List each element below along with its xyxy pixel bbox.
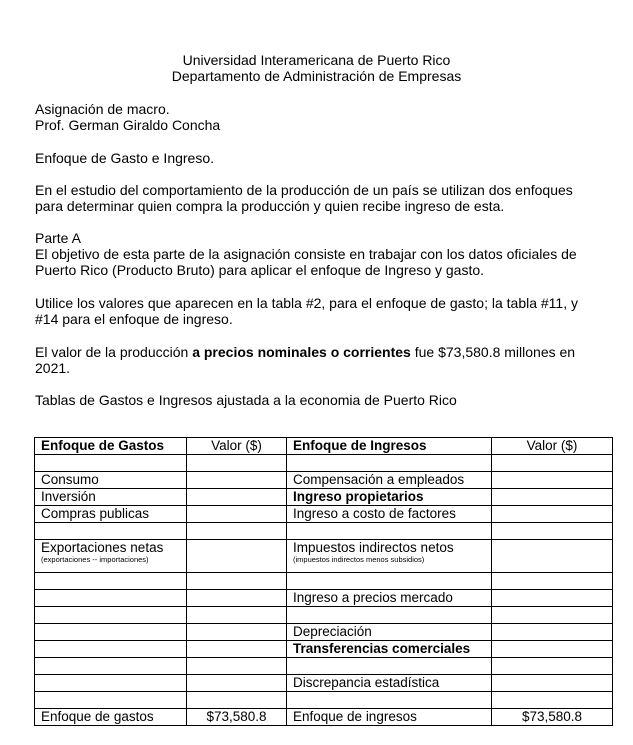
cell-consumo-value[interactable]	[187, 472, 287, 489]
cell-exportaciones-value[interactable]	[187, 540, 287, 573]
row-label-impuestos	[287, 540, 492, 573]
table-header-row	[35, 438, 613, 455]
header-expense: Enfoque de Gastos	[35, 438, 187, 455]
assignment-title: Asignación de macro.	[35, 101, 170, 117]
cell-compensacion-value[interactable]	[492, 472, 613, 489]
topic-line: Enfoque de Gasto e Ingreso.	[35, 150, 215, 166]
value-bold: a precios nominales o corrientes	[192, 344, 411, 360]
table-row	[35, 658, 613, 675]
cell-impuestos-value[interactable]	[492, 540, 613, 573]
table-row	[35, 455, 613, 472]
row-label-consumo: Consumo	[35, 472, 187, 489]
intro-line-1: En el estudio del comportamiento de la producción de un país se utilizan dos enfoques	[35, 182, 573, 198]
cell-ingreso-propietarios-value[interactable]	[492, 489, 613, 506]
cell-transferencias-value[interactable]	[492, 641, 613, 658]
value-statement-line-2: 2021.	[35, 360, 71, 376]
row-label-transferencias: Transferencias comerciales	[287, 641, 492, 658]
table-row	[35, 675, 613, 692]
row-label-exportaciones	[35, 540, 187, 573]
cell-depreciacion-value[interactable]	[492, 624, 613, 641]
intro-paragraph	[35, 182, 595, 214]
row-label-ingreso-costo-factores: Ingreso a costo de factores	[287, 506, 492, 523]
instructions-line-2: #14 para el enfoque de ingreso.	[35, 311, 233, 327]
total-expense-label: Enfoque de gastos	[35, 709, 187, 726]
table-row	[35, 489, 613, 506]
row-label-compras-publicas: Compras publicas	[35, 506, 187, 523]
part-a-paragraph	[35, 230, 595, 278]
impuestos-note: (impuestos indirectos menos subsidios)	[293, 555, 425, 564]
value-suffix: fue $73,580.8 millones en	[410, 344, 576, 360]
expense-income-table	[34, 437, 613, 726]
header-expense-value: Valor ($)	[187, 438, 287, 455]
table-row	[35, 692, 613, 709]
instructions-paragraph	[35, 295, 595, 327]
table-row	[35, 624, 613, 641]
cell-compras-publicas-value[interactable]	[187, 506, 287, 523]
row-label-depreciacion: Depreciación	[287, 624, 492, 641]
header-income-value: Valor ($)	[492, 438, 613, 455]
impuestos-label: Impuestos indirectos netos	[293, 540, 454, 555]
part-a-line-2: Puerto Rico (Producto Bruto) para aplicar el enfoque de Ingreso y gasto.	[35, 262, 485, 278]
total-income-value: $73,580.8	[492, 709, 613, 726]
value-statement-line-1	[35, 344, 595, 360]
table-row	[35, 506, 613, 523]
cell-ingreso-costo-factores-value[interactable]	[492, 506, 613, 523]
table-row	[35, 540, 613, 573]
cell-inversion-value[interactable]	[187, 489, 287, 506]
total-income-label: Enfoque de ingresos	[287, 709, 492, 726]
value-statement	[35, 344, 595, 376]
table-row	[35, 573, 613, 590]
table-row	[35, 641, 613, 658]
cell-ingreso-precios-mercado-value[interactable]	[492, 590, 613, 607]
professor-name: Prof. German Giraldo Concha	[35, 117, 221, 133]
value-prefix: El valor de la producción	[35, 344, 193, 360]
total-expense-value: $73,580.8	[187, 709, 287, 726]
part-a-label: Parte A	[35, 230, 81, 246]
cell-discrepancia-value[interactable]	[492, 675, 613, 692]
intro-line-2: para determinar quien compra la producción y quien recibe ingreso de esta.	[35, 198, 505, 214]
table-row	[35, 472, 613, 489]
row-label-compensacion: Compensación a empleados	[287, 472, 492, 489]
row-label-ingreso-precios-mercado: Ingreso a precios mercado	[287, 590, 492, 607]
department-name: Departamento de Administración de Empresas	[171, 68, 462, 84]
table-row	[35, 607, 613, 624]
tables-title: Tablas de Gastos e Ingresos ajustada a la economia de Puerto Rico	[35, 392, 457, 408]
instructions-line-1: Utilice los valores que aparecen en la tabla #2, para el enfoque de gasto; la tabla #11, y	[35, 295, 578, 311]
exportaciones-note: (exportaciones -- importaciones)	[41, 555, 149, 564]
row-label-discrepancia: Discrepancia estadística	[287, 675, 492, 692]
table-row	[35, 590, 613, 607]
university-name: Universidad Interamericana de Puerto Rico	[182, 52, 451, 68]
part-a-line-1: El objetivo de esta parte de la asignación consiste en trabajar con los datos oficiales de	[35, 246, 577, 262]
row-label-ingreso-propietarios: Ingreso propietarios	[287, 489, 492, 506]
row-label-inversion: Inversión	[35, 489, 187, 506]
table-row	[35, 523, 613, 540]
exportaciones-label: Exportaciones netas	[41, 540, 164, 555]
table-total-row	[35, 709, 613, 726]
header-income: Enfoque de Ingresos	[287, 438, 492, 455]
